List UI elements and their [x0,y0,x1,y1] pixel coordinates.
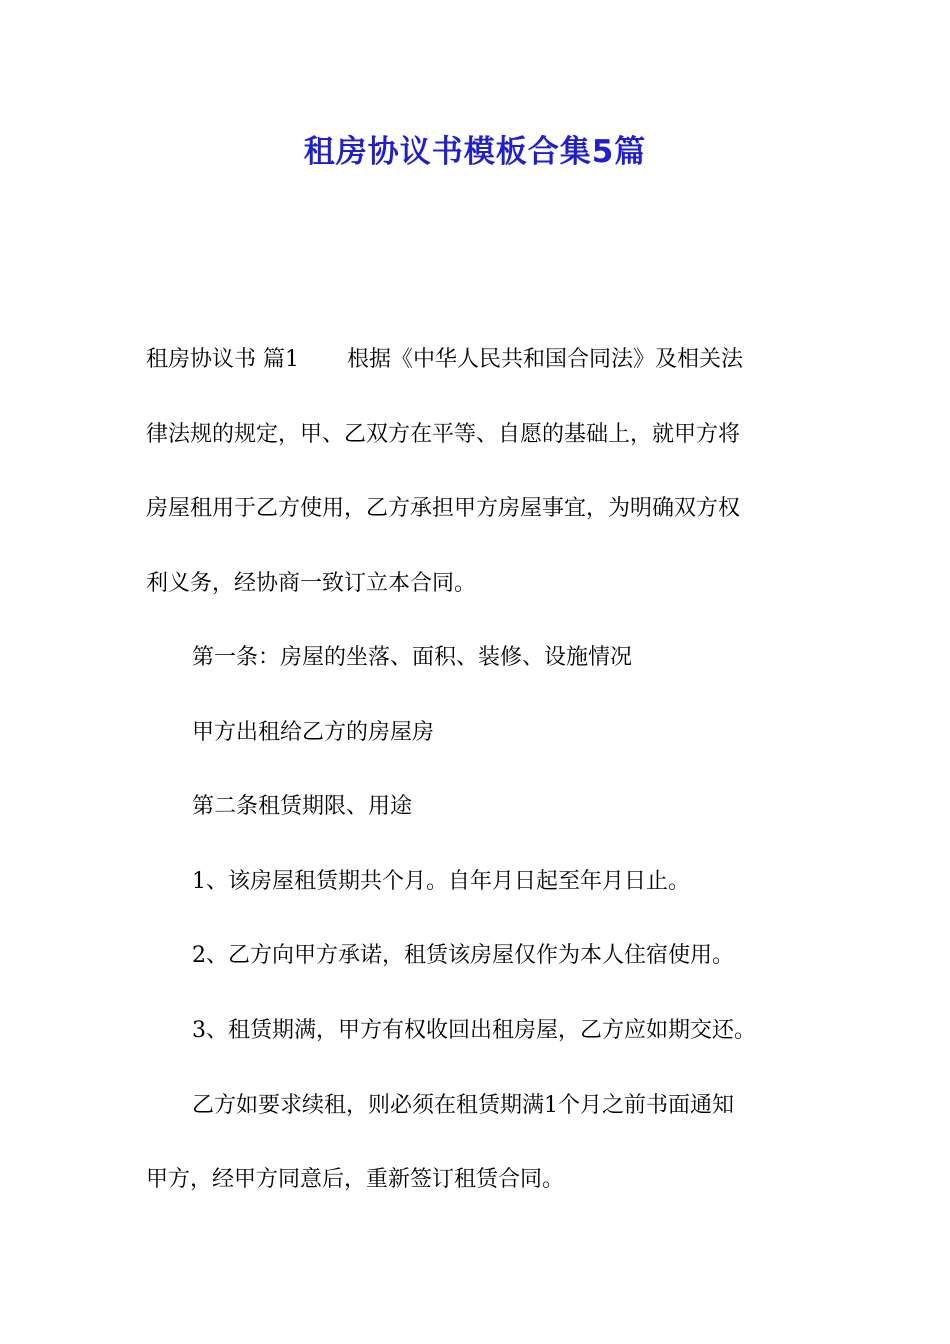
document-title: 租房协议书模板合集5篇 [303,134,647,170]
paragraph-line-1 [146,341,808,378]
paragraph-line-4: 利义务，经协商一致订立本合同。 [146,571,477,596]
article-2-item-3: 3、租赁期满，甲方有权收回出租房屋，乙方应如期交还。 [192,1018,756,1043]
article-2-item-1: 1、该房屋租赁期共个月。自年月日起至年月日止。 [192,869,690,894]
paragraph-line-2: 律法规的规定，甲、乙双方在平等、自愿的基础上，就甲方将 [146,422,741,447]
paragraph-line-1-text: 根据《中华人民共和国合同法》及相关法 [347,347,744,372]
section-heading-1: 租房协议书 篇1 [146,347,299,372]
article-2-heading: 第二条租赁期限、用途 [192,794,413,819]
renewal-line-2: 甲方，经甲方同意后，重新签订租赁合同。 [146,1167,565,1192]
renewal-line-1: 乙方如要求续租，则必须在租赁期满1个月之前书面通知 [192,1093,734,1118]
paragraph-line-3: 房屋租用于乙方使用，乙方承担甲方房屋事宜，为明确双方权 [146,496,741,521]
article-1-text: 甲方出租给乙方的房屋房 [192,720,435,745]
article-2-item-2: 2、乙方向甲方承诺，租赁该房屋仅作为本人住宿使用。 [192,943,734,968]
article-1-heading: 第一条：房屋的坐落、面积、装修、设施情况 [192,645,633,670]
